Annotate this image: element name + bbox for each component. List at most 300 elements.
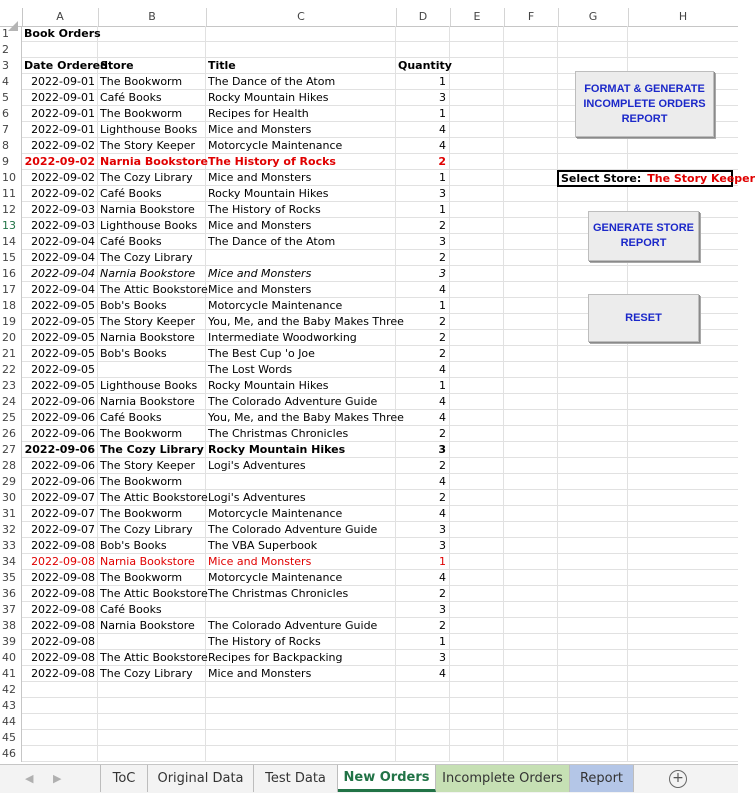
row-header[interactable]: 39	[0, 634, 22, 650]
cell-empty[interactable]	[450, 490, 504, 506]
tab-scroll-right-icon[interactable]: ▶	[53, 772, 62, 785]
cell-empty[interactable]	[558, 138, 628, 154]
row-header[interactable]: 37	[0, 602, 22, 618]
cell-empty[interactable]	[206, 746, 396, 762]
cell-empty[interactable]	[628, 362, 738, 378]
order-date-cell[interactable]: 2022-09-01	[22, 90, 98, 106]
order-title-cell[interactable]: Rocky Mountain Hikes	[206, 378, 396, 394]
cell-empty[interactable]	[504, 186, 558, 202]
order-quantity-cell[interactable]: 1	[396, 634, 450, 650]
order-title-cell[interactable]: Recipes for Health	[206, 106, 396, 122]
cell-empty[interactable]	[450, 698, 504, 714]
order-quantity-cell[interactable]: 1	[396, 202, 450, 218]
row-header[interactable]: 5	[0, 90, 22, 106]
cell-empty[interactable]	[450, 250, 504, 266]
cell-empty[interactable]	[504, 458, 558, 474]
order-store-cell[interactable]: Narnia Bookstore	[98, 394, 206, 410]
cell-empty[interactable]	[558, 650, 628, 666]
cell-empty[interactable]	[450, 218, 504, 234]
cell-empty[interactable]	[504, 202, 558, 218]
cell-empty[interactable]	[628, 682, 738, 698]
order-quantity-cell[interactable]: 2	[396, 346, 450, 362]
order-quantity-cell[interactable]: 2	[396, 250, 450, 266]
cell-empty[interactable]	[450, 506, 504, 522]
order-store-cell[interactable]: Narnia Bookstore	[98, 618, 206, 634]
row-header[interactable]: 30	[0, 490, 22, 506]
tab-incomplete-orders[interactable]: Incomplete Orders	[436, 765, 570, 792]
order-date-cell[interactable]: 2022-09-01	[22, 74, 98, 90]
cell-empty[interactable]	[450, 474, 504, 490]
order-date-cell[interactable]: 2022-09-05	[22, 362, 98, 378]
reset-button[interactable]: RESET	[588, 294, 699, 342]
order-date-cell[interactable]: 2022-09-07	[22, 490, 98, 506]
order-quantity-cell[interactable]: 1	[396, 554, 450, 570]
row-header[interactable]: 23	[0, 378, 22, 394]
order-title-cell[interactable]: The Lost Words	[206, 362, 396, 378]
cell-empty[interactable]	[450, 42, 504, 58]
order-quantity-cell[interactable]: 3	[396, 602, 450, 618]
cell-empty[interactable]	[558, 426, 628, 442]
cell-empty[interactable]	[22, 746, 98, 762]
cell-empty[interactable]	[504, 314, 558, 330]
row-header[interactable]: 17	[0, 282, 22, 298]
order-quantity-cell[interactable]: 2	[396, 426, 450, 442]
cell-empty[interactable]	[450, 138, 504, 154]
column-header-f[interactable]: F	[504, 8, 559, 26]
column-header-h[interactable]: H	[678, 10, 688, 23]
cell-empty[interactable]	[396, 730, 450, 746]
cell-empty[interactable]	[504, 730, 558, 746]
tab-scroll-left-icon[interactable]: ◀	[25, 772, 34, 785]
cell-empty[interactable]	[628, 586, 738, 602]
row-header[interactable]: 8	[0, 138, 22, 154]
cell-empty[interactable]	[450, 442, 504, 458]
order-store-cell[interactable]: The Story Keeper	[98, 458, 206, 474]
cell-empty[interactable]	[558, 186, 628, 202]
cell-empty[interactable]	[504, 298, 558, 314]
order-title-cell[interactable]: Logi's Adventures	[206, 490, 396, 506]
header-title[interactable]: Title	[206, 58, 396, 74]
order-store-cell[interactable]: Bob's Books	[98, 346, 206, 362]
cell-empty[interactable]	[22, 698, 98, 714]
cell-empty[interactable]	[22, 730, 98, 746]
cell-empty[interactable]	[558, 506, 628, 522]
cell-empty[interactable]	[450, 186, 504, 202]
cell-empty[interactable]	[504, 218, 558, 234]
row-header[interactable]: 18	[0, 298, 22, 314]
cell-empty[interactable]	[206, 42, 396, 58]
order-date-cell[interactable]: 2022-09-02	[22, 170, 98, 186]
cell-empty[interactable]	[450, 538, 504, 554]
order-date-cell[interactable]: 2022-09-05	[22, 346, 98, 362]
column-header-d[interactable]: D	[396, 8, 451, 26]
order-quantity-cell[interactable]: 1	[396, 74, 450, 90]
row-header[interactable]: 25	[0, 410, 22, 426]
cell-empty[interactable]	[450, 746, 504, 762]
row-header[interactable]: 42	[0, 682, 22, 698]
cell-empty[interactable]	[558, 714, 628, 730]
cell-empty[interactable]	[450, 234, 504, 250]
order-date-cell[interactable]: 2022-09-04	[22, 282, 98, 298]
order-store-cell[interactable]: Café Books	[98, 410, 206, 426]
order-store-cell[interactable]: Narnia Bookstore	[98, 330, 206, 346]
order-title-cell[interactable]: Recipes for Backpacking	[206, 650, 396, 666]
row-header[interactable]: 43	[0, 698, 22, 714]
row-header[interactable]: 14	[0, 234, 22, 250]
order-date-cell[interactable]: 2022-09-02	[22, 186, 98, 202]
cell-empty[interactable]	[450, 650, 504, 666]
order-title-cell[interactable]: Rocky Mountain Hikes	[206, 90, 396, 106]
cell-empty[interactable]	[558, 554, 628, 570]
cell-empty[interactable]	[628, 602, 738, 618]
row-header[interactable]: 40	[0, 650, 22, 666]
row-header[interactable]: 2	[0, 42, 22, 58]
order-date-cell[interactable]: 2022-09-08	[22, 586, 98, 602]
cell-empty[interactable]	[628, 474, 738, 490]
cell-empty[interactable]	[504, 330, 558, 346]
cell-empty[interactable]	[396, 698, 450, 714]
cell-empty[interactable]	[450, 58, 504, 74]
order-title-cell[interactable]: You, Me, and the Baby Makes Three	[208, 315, 404, 328]
order-quantity-cell[interactable]: 4	[396, 122, 450, 138]
cell-empty[interactable]	[504, 170, 558, 186]
row-header[interactable]: 20	[0, 330, 22, 346]
cell-empty[interactable]	[396, 26, 450, 42]
order-title-cell[interactable]	[206, 602, 396, 618]
cell-empty[interactable]	[628, 570, 738, 586]
cell-empty[interactable]	[504, 362, 558, 378]
order-quantity-cell[interactable]: 3	[396, 522, 450, 538]
cell-empty[interactable]	[504, 234, 558, 250]
order-title-cell[interactable]: The Colorado Adventure Guide	[206, 394, 396, 410]
cell-empty[interactable]	[628, 746, 738, 762]
order-date-cell[interactable]: 2022-09-06	[22, 410, 98, 426]
order-date-cell[interactable]: 2022-09-06	[22, 458, 98, 474]
order-quantity-cell[interactable]: 4	[396, 394, 450, 410]
cell-empty[interactable]	[504, 250, 558, 266]
order-store-cell[interactable]: The Attic Bookstore	[100, 491, 208, 504]
order-title-cell[interactable]: The Dance of the Atom	[206, 234, 396, 250]
order-title-cell[interactable]: Mice and Monsters	[206, 282, 396, 298]
cell-empty[interactable]	[504, 394, 558, 410]
order-title-cell[interactable]: Rocky Mountain Hikes	[206, 186, 396, 202]
cell-empty[interactable]	[628, 730, 738, 746]
cell-empty[interactable]	[450, 170, 504, 186]
order-store-cell[interactable]: The Story Keeper	[98, 138, 206, 154]
order-store-cell[interactable]	[98, 362, 206, 378]
cell-empty[interactable]	[450, 394, 504, 410]
order-date-cell[interactable]: 2022-09-04	[22, 266, 98, 282]
cell-empty[interactable]	[504, 442, 558, 458]
cell-empty[interactable]	[628, 394, 738, 410]
cell-empty[interactable]	[450, 634, 504, 650]
order-date-cell[interactable]: 2022-09-06	[22, 442, 98, 458]
order-store-cell[interactable]: Café Books	[98, 234, 206, 250]
order-date-cell[interactable]: 2022-09-04	[22, 250, 98, 266]
cell-empty[interactable]	[558, 682, 628, 698]
order-store-cell[interactable]: Lighthouse Books	[98, 218, 206, 234]
cell-empty[interactable]	[450, 378, 504, 394]
cell-empty[interactable]	[628, 554, 738, 570]
order-store-cell[interactable]: The Cozy Library	[98, 250, 206, 266]
cell-empty[interactable]	[558, 458, 628, 474]
cell-empty[interactable]	[504, 90, 558, 106]
order-date-cell[interactable]: 2022-09-07	[22, 522, 98, 538]
cell-empty[interactable]	[98, 714, 206, 730]
column-header-a[interactable]: A	[22, 8, 99, 26]
cell-empty[interactable]	[628, 26, 738, 42]
cell-empty[interactable]	[504, 122, 558, 138]
row-header[interactable]: 35	[0, 570, 22, 586]
row-header[interactable]: 4	[0, 74, 22, 90]
order-title-cell[interactable]: Mice and Monsters	[206, 266, 396, 282]
order-store-cell[interactable]: The Cozy Library	[98, 442, 206, 458]
cell-empty[interactable]	[450, 122, 504, 138]
row-header[interactable]: 46	[0, 746, 22, 762]
order-title-cell[interactable]: Motorcycle Maintenance	[206, 570, 396, 586]
order-store-cell[interactable]: The Bookworm	[98, 570, 206, 586]
cell-empty[interactable]	[558, 154, 628, 170]
order-quantity-cell[interactable]: 2	[396, 314, 450, 330]
cell-empty[interactable]	[22, 714, 98, 730]
cell-empty[interactable]	[98, 42, 206, 58]
cell-empty[interactable]	[504, 714, 558, 730]
order-store-cell[interactable]: Café Books	[98, 602, 206, 618]
order-store-cell[interactable]: Narnia Bookstore	[98, 266, 206, 282]
header-store[interactable]: Store	[98, 58, 206, 74]
order-quantity-cell[interactable]: 4	[396, 138, 450, 154]
order-quantity-cell[interactable]: 3	[396, 186, 450, 202]
order-quantity-cell[interactable]: 1	[396, 170, 450, 186]
order-date-cell[interactable]: 2022-09-08	[22, 650, 98, 666]
cell-empty[interactable]	[504, 378, 558, 394]
cell-empty[interactable]	[504, 682, 558, 698]
order-store-cell[interactable]: Bob's Books	[98, 538, 206, 554]
cell-empty[interactable]	[504, 138, 558, 154]
order-title-cell[interactable]: The History of Rocks	[206, 634, 396, 650]
cell-empty[interactable]	[98, 746, 206, 762]
order-quantity-cell[interactable]: 2	[396, 330, 450, 346]
sheet-title-cell[interactable]: Book Orders	[24, 27, 101, 40]
column-header-c[interactable]: C	[206, 8, 397, 26]
row-header[interactable]: 12	[0, 202, 22, 218]
column-header-g[interactable]: G	[558, 8, 629, 26]
cell-empty[interactable]	[504, 698, 558, 714]
column-header-e[interactable]: E	[450, 8, 505, 26]
tab-test-data[interactable]: Test Data	[254, 765, 338, 792]
cell-empty[interactable]	[396, 42, 450, 58]
order-store-cell[interactable]: The Bookworm	[98, 474, 206, 490]
order-date-cell[interactable]: 2022-09-06	[22, 426, 98, 442]
row-header[interactable]: 26	[0, 426, 22, 442]
row-header[interactable]: 6	[0, 106, 22, 122]
order-title-cell[interactable]: Rocky Mountain Hikes	[206, 442, 396, 458]
select-store-box[interactable]	[557, 170, 755, 187]
order-date-cell[interactable]: 2022-09-06	[22, 474, 98, 490]
cell-empty[interactable]	[504, 426, 558, 442]
order-store-cell[interactable]: The Bookworm	[98, 426, 206, 442]
order-store-cell[interactable]: Café Books	[98, 186, 206, 202]
cell-empty[interactable]	[558, 618, 628, 634]
cell-empty[interactable]	[628, 378, 738, 394]
order-store-cell[interactable]: The Cozy Library	[98, 666, 206, 682]
row-header[interactable]: 27	[0, 442, 22, 458]
cell-empty[interactable]	[450, 426, 504, 442]
row-header[interactable]: 36	[0, 586, 22, 602]
row-header[interactable]: 45	[0, 730, 22, 746]
row-header[interactable]: 28	[0, 458, 22, 474]
order-store-cell[interactable]: The Bookworm	[98, 74, 206, 90]
cell-empty[interactable]	[628, 138, 738, 154]
cell-empty[interactable]	[628, 522, 738, 538]
cell-empty[interactable]	[504, 490, 558, 506]
row-header[interactable]: 31	[0, 506, 22, 522]
order-quantity-cell[interactable]: 4	[396, 570, 450, 586]
cell-empty[interactable]	[504, 410, 558, 426]
cell-empty[interactable]	[628, 346, 738, 362]
order-quantity-cell[interactable]: 3	[396, 234, 450, 250]
cell-empty[interactable]	[98, 682, 206, 698]
cell-empty[interactable]	[450, 106, 504, 122]
cell-empty[interactable]	[628, 506, 738, 522]
order-store-cell[interactable]: The Bookworm	[98, 506, 206, 522]
cell-empty[interactable]	[628, 266, 738, 282]
order-quantity-cell[interactable]: 4	[396, 282, 450, 298]
cell-empty[interactable]	[450, 282, 504, 298]
order-date-cell[interactable]: 2022-09-05	[22, 330, 98, 346]
order-date-cell[interactable]: 2022-09-05	[22, 378, 98, 394]
cell-empty[interactable]	[450, 666, 504, 682]
select-store-value[interactable]: The Story Keeper	[647, 172, 755, 185]
order-title-cell[interactable]	[206, 250, 396, 266]
order-quantity-cell[interactable]: 2	[396, 154, 450, 170]
order-store-cell[interactable]	[98, 634, 206, 650]
select-all-corner[interactable]	[0, 8, 23, 26]
cell-empty[interactable]	[504, 282, 558, 298]
cell-empty[interactable]	[558, 538, 628, 554]
cell-empty[interactable]	[396, 746, 450, 762]
order-quantity-cell[interactable]: 4	[396, 410, 450, 426]
order-date-cell[interactable]: 2022-09-01	[22, 106, 98, 122]
cell-empty[interactable]	[450, 458, 504, 474]
order-date-cell[interactable]: 2022-09-08	[22, 554, 98, 570]
order-store-cell[interactable]: Narnia Bookstore	[98, 202, 206, 218]
cell-empty[interactable]	[504, 746, 558, 762]
cell-empty[interactable]	[628, 714, 738, 730]
cell-empty[interactable]	[206, 682, 396, 698]
cell-empty[interactable]	[504, 346, 558, 362]
order-store-cell[interactable]: Café Books	[98, 90, 206, 106]
row-header[interactable]: 9	[0, 154, 22, 170]
order-quantity-cell[interactable]: 3	[396, 266, 450, 282]
cell-empty[interactable]	[558, 42, 628, 58]
order-title-cell[interactable]: Motorcycle Maintenance	[206, 138, 396, 154]
cell-empty[interactable]	[450, 554, 504, 570]
order-quantity-cell[interactable]: 3	[396, 650, 450, 666]
cell-empty[interactable]	[504, 154, 558, 170]
row-header[interactable]: 29	[0, 474, 22, 490]
order-date-cell[interactable]: 2022-09-03	[22, 202, 98, 218]
cell-empty[interactable]	[450, 730, 504, 746]
generate-store-report-button[interactable]: GENERATE STORE REPORT	[588, 211, 699, 261]
row-header[interactable]: 1	[0, 26, 22, 42]
order-store-cell[interactable]: Lighthouse Books	[98, 378, 206, 394]
cell-empty[interactable]	[504, 42, 558, 58]
order-store-cell[interactable]: The Attic Bookstore	[100, 283, 208, 296]
row-header[interactable]: 7	[0, 122, 22, 138]
cell-empty[interactable]	[504, 602, 558, 618]
cell-empty[interactable]	[558, 634, 628, 650]
cell-empty[interactable]	[504, 634, 558, 650]
tab-toc[interactable]: ToC	[100, 765, 148, 792]
row-header[interactable]: 38	[0, 618, 22, 634]
cell-empty[interactable]	[450, 714, 504, 730]
cell-empty[interactable]	[450, 74, 504, 90]
order-title-cell[interactable]: Mice and Monsters	[206, 170, 396, 186]
order-date-cell[interactable]: 2022-09-04	[22, 234, 98, 250]
order-title-cell[interactable]: The Christmas Chronicles	[206, 586, 396, 602]
row-header[interactable]: 24	[0, 394, 22, 410]
cell-empty[interactable]	[450, 586, 504, 602]
cell-empty[interactable]	[504, 74, 558, 90]
row-header[interactable]: 44	[0, 714, 22, 730]
cell-empty[interactable]	[396, 682, 450, 698]
order-quantity-cell[interactable]: 3	[396, 538, 450, 554]
order-store-cell[interactable]: The Story Keeper	[98, 314, 206, 330]
order-title-cell[interactable]: The History of Rocks	[206, 202, 396, 218]
order-title-cell[interactable]: The Christmas Chronicles	[206, 426, 396, 442]
order-date-cell[interactable]: 2022-09-08	[22, 602, 98, 618]
order-title-cell[interactable]: The History of Rocks	[206, 154, 396, 170]
cell-empty[interactable]	[450, 298, 504, 314]
format-generate-incomplete-orders-button[interactable]: FORMAT & GENERATE INCOMPLETE ORDERS REPORT	[575, 71, 714, 137]
cell-empty[interactable]	[450, 90, 504, 106]
row-header[interactable]: 13	[0, 218, 22, 234]
order-quantity-cell[interactable]: 4	[396, 506, 450, 522]
order-title-cell[interactable]: You, Me, and the Baby Makes Three	[208, 411, 404, 424]
cell-empty[interactable]	[206, 26, 396, 42]
order-title-cell[interactable]: Mice and Monsters	[206, 218, 396, 234]
row-header[interactable]: 19	[0, 314, 22, 330]
cell-empty[interactable]	[450, 410, 504, 426]
cell-empty[interactable]	[396, 714, 450, 730]
row-header[interactable]: 10	[0, 170, 22, 186]
cell-empty[interactable]	[450, 346, 504, 362]
order-date-cell[interactable]: 2022-09-01	[22, 122, 98, 138]
tab-original-data[interactable]: Original Data	[148, 765, 254, 792]
order-quantity-cell[interactable]: 4	[396, 474, 450, 490]
order-date-cell[interactable]: 2022-09-02	[22, 154, 98, 170]
order-date-cell[interactable]: 2022-09-08	[22, 570, 98, 586]
cell-empty[interactable]	[450, 602, 504, 618]
cell-empty[interactable]	[450, 522, 504, 538]
order-quantity-cell[interactable]: 4	[396, 666, 450, 682]
order-quantity-cell[interactable]: 2	[396, 586, 450, 602]
order-store-cell[interactable]: The Cozy Library	[98, 522, 206, 538]
row-header[interactable]: 11	[0, 186, 22, 202]
row-header[interactable]: 16	[0, 266, 22, 282]
row-header[interactable]: 34	[0, 554, 22, 570]
cell-empty[interactable]	[504, 618, 558, 634]
order-title-cell[interactable]: The Colorado Adventure Guide	[206, 522, 396, 538]
cell-empty[interactable]	[558, 266, 628, 282]
header-quantity[interactable]: Quantity	[398, 59, 452, 72]
cell-empty[interactable]	[504, 586, 558, 602]
cell-empty[interactable]	[628, 426, 738, 442]
order-date-cell[interactable]: 2022-09-08	[22, 666, 98, 682]
order-quantity-cell[interactable]: 4	[396, 362, 450, 378]
order-store-cell[interactable]: The Bookworm	[98, 106, 206, 122]
